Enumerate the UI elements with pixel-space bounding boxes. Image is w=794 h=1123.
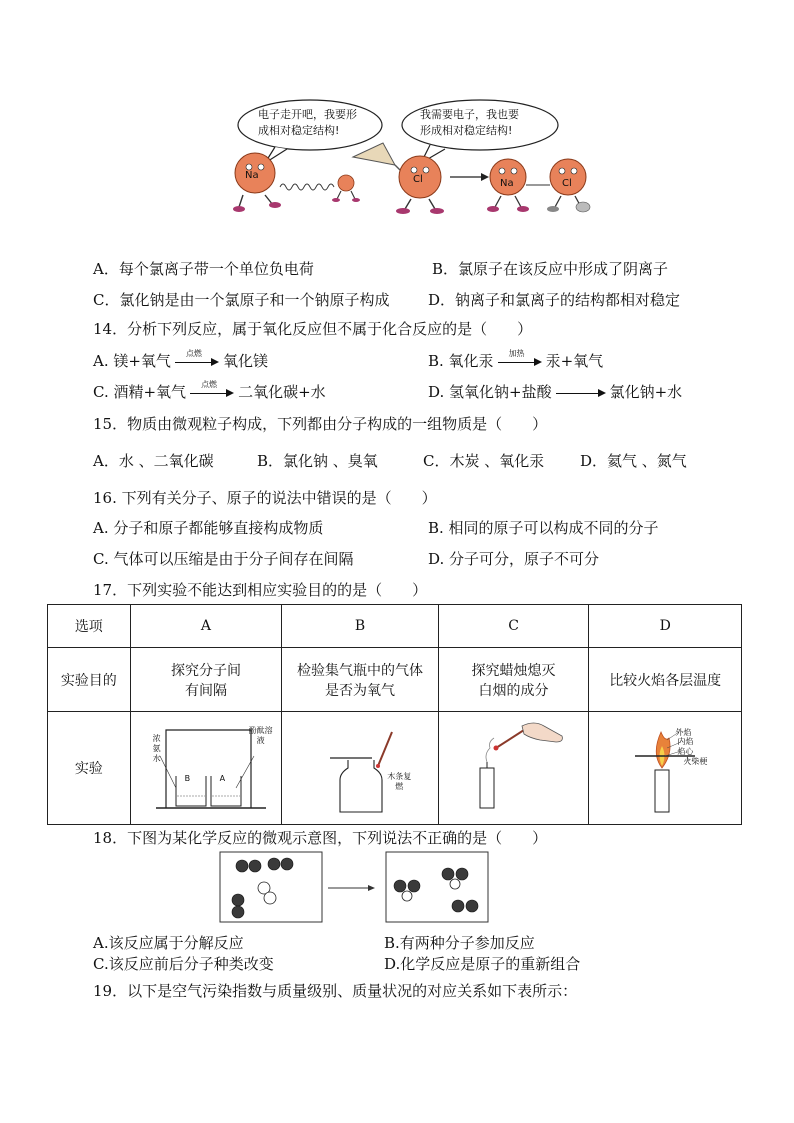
table-row [48, 648, 742, 712]
experiment-d-illustration [589, 712, 742, 825]
header-cell: D [589, 605, 742, 648]
experiment-a-illustration [130, 712, 282, 825]
cl-atom-label: Cl [413, 174, 423, 185]
q16-option-d: D. 分子可分，原子不可分 [428, 550, 600, 568]
q17-stem: 17．下列实验不能达到相应实验目的的是（ ） [93, 581, 428, 599]
reaction-arrow-icon: 点燃 [175, 354, 219, 368]
experiment-label: 实验 [48, 712, 131, 825]
q14-b-right: 汞+氧气 [545, 352, 604, 370]
q14-option-a [93, 350, 268, 371]
reaction-arrow-icon: 点燃 [190, 385, 234, 399]
q14-option-b [428, 350, 603, 371]
q14-a-right: 氧化镁 [222, 352, 268, 370]
q13-option-a: A．每个氯离子带一个单位负电荷 [93, 260, 314, 278]
q19-stem: 19．以下是空气污染指数与质量级别、质量状况的对应关系如下表所示： [93, 982, 578, 1000]
beaker-a-label: A [219, 774, 226, 783]
purpose-a: 探究分子间 有间隔 [130, 648, 282, 712]
reaction-micro-diagram [218, 850, 490, 926]
q16-option-a: A. 分子和原子都能够直接构成物质 [93, 519, 324, 537]
q14-c-left: C. 酒精+氧气 [93, 383, 187, 401]
na-atom-label: Na [245, 170, 259, 181]
q16-option-c: C. 气体可以压缩是由于分子间存在间隔 [93, 550, 354, 568]
q14-c-right: 二氧化碳+水 [238, 383, 326, 401]
q16-stem: 16. 下列有关分子、原子的说法中错误的是（ ） [93, 489, 437, 507]
header-cell: C [438, 605, 589, 648]
q18-stem: 18．下图为某化学反应的微观示意图，下列说法不正确的是（ ） [93, 829, 548, 847]
bubble-left-text-2: 成相对稳定结构! [258, 124, 340, 137]
q14-stem: 14．分析下列反应，属于氧化反应但不属于化合反应的是（ ） [93, 320, 533, 338]
label-ammonia: 浓氨水 [152, 734, 161, 763]
q14-d-left: D. 氢氧化钠+盐酸 [428, 383, 552, 401]
q14-a-left: A. 镁+氧气 [93, 352, 171, 370]
label-matchstick: 火柴梗 [683, 757, 708, 766]
experiment-table [47, 604, 742, 825]
na-ion-label: Na [500, 178, 514, 189]
q13-option-c: C．氯化钠是由一个氯原子和一个钠原子构成 [93, 291, 390, 309]
q13-option-d: D．钠离子和氯离子的结构都相对稳定 [428, 291, 681, 309]
bubble-left-text-1: 电子走开吧，我要形 [258, 108, 357, 121]
q14-d-right: 氯化钠+水 [609, 383, 683, 401]
label-flame-core: 焰心 [677, 747, 694, 756]
purpose-b: 检验集气瓶中的气体 是否为氧气 [282, 648, 438, 712]
purpose-c: 探究蜡烛熄灭 白烟的成分 [438, 648, 589, 712]
q18-option-d: D.化学反应是原子的重新组合 [384, 955, 581, 973]
bubble-right-text-1: 我需要电子，我也要 [420, 108, 519, 121]
q18-option-b: B.有两种分子参加反应 [384, 934, 535, 952]
header-cell: A [130, 605, 282, 648]
cl-ion-label: Cl [562, 178, 572, 189]
q15-option-d: D．氦气 、氮气 [580, 452, 687, 470]
q13-option-b: B．氯原子在该反应中形成了阴离子 [432, 260, 669, 278]
q18-option-a: A.该反应属于分解反应 [93, 934, 244, 952]
header-cell: 选项 [48, 605, 131, 648]
q18-option-c: C.该反应前后分子种类改变 [93, 955, 274, 973]
q15-option-c: C．木炭 、氧化汞 [423, 452, 545, 470]
label-stick-reignites: 木条复燃 [387, 772, 412, 791]
label-outer-flame: 外焰 [675, 728, 692, 737]
reaction-arrow-icon [556, 385, 606, 399]
purpose-d: 比较火焰各层温度 [589, 648, 742, 712]
q14-option-d [428, 381, 682, 402]
q14-b-left: B. 氧化汞 [428, 352, 494, 370]
purpose-label: 实验目的 [48, 648, 131, 712]
header-cell: B [282, 605, 438, 648]
q16-option-b: B. 相同的原子可以构成不同的分子 [428, 519, 659, 537]
beaker-b-label: B [184, 774, 191, 783]
experiment-b-illustration [282, 712, 438, 825]
q15-option-a: A．水 、二氧化碳 [93, 452, 214, 470]
q14-option-c [93, 381, 326, 402]
label-inner-flame: 内焰 [677, 737, 694, 746]
label-phenolphthalein: 酚酞溶液 [248, 726, 273, 745]
table-header-row [48, 605, 742, 648]
experiment-c-illustration [438, 712, 589, 825]
bubble-right-text-2: 形成相对稳定结构! [420, 124, 513, 137]
q15-option-b: B．氯化钠 、臭氧 [257, 452, 378, 470]
reaction-arrow-icon: 加热 [498, 354, 542, 368]
table-row [48, 712, 742, 825]
q15-stem: 15．物质由微观粒子构成，下列都由分子构成的一组物质是（ ） [93, 415, 548, 433]
